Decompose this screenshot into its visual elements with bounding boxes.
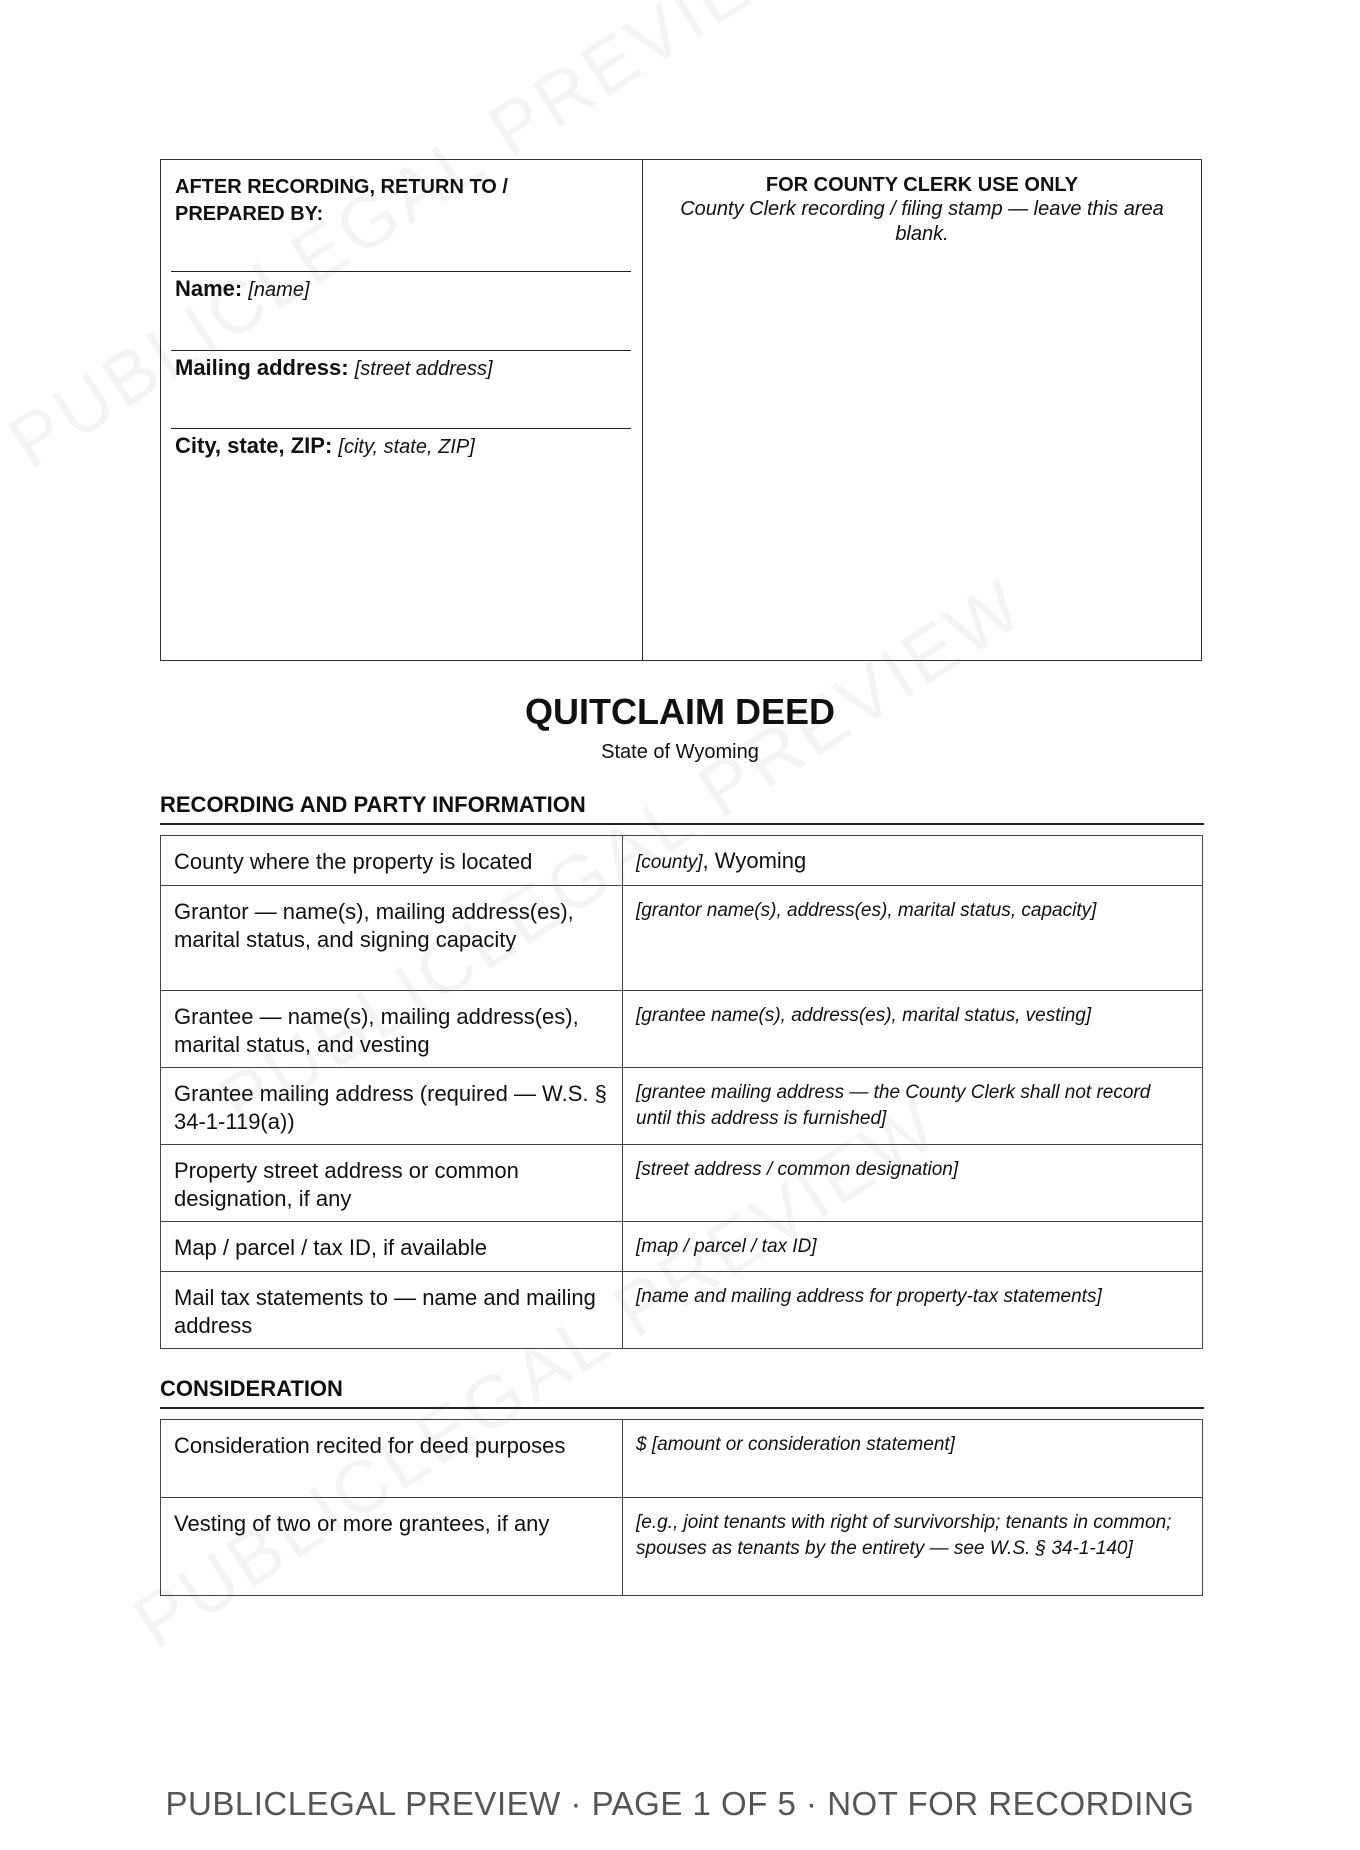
county-clerk-panel — [643, 160, 1201, 660]
row-label: Property street address or common designation, if any — [161, 1145, 623, 1222]
table-row — [161, 1068, 1203, 1145]
row-value: $ [amount or consideration statement] — [623, 1420, 1203, 1498]
return-to-label: AFTER RECORDING, RETURN TO / PREPARED BY: — [175, 176, 508, 225]
row-value: [grantee mailing address — the County Clerk shall not record until this address is furnished] — [623, 1068, 1203, 1145]
table-row — [161, 991, 1203, 1068]
row-value: [name and mailing address for property-tax statements] — [623, 1272, 1203, 1349]
table-row — [161, 1145, 1203, 1222]
recording-header-box — [160, 159, 1202, 661]
mailing-address-value: [street address] — [354, 358, 493, 380]
consideration-table — [160, 1419, 1203, 1596]
divider — [171, 428, 631, 429]
row-value: [grantor name(s), address(es), marital status, capacity] — [623, 886, 1203, 991]
table-row — [161, 1222, 1203, 1272]
city-state-zip-value: [city, state, ZIP] — [338, 436, 475, 458]
divider — [171, 350, 631, 351]
section-heading-consideration: CONSIDERATION — [160, 1376, 1204, 1409]
city-state-zip-field — [175, 433, 475, 459]
mailing-address-field — [175, 355, 493, 381]
table-row — [161, 1272, 1203, 1349]
table-row — [161, 1498, 1203, 1596]
row-label: Consideration recited for deed purposes — [161, 1420, 623, 1498]
city-state-zip-label: City, state, ZIP: — [175, 433, 333, 458]
row-label: Vesting of two or more grantees, if any — [161, 1498, 623, 1596]
row-value: [map / parcel / tax ID] — [623, 1222, 1203, 1272]
section-heading-recording: RECORDING AND PARTY INFORMATION — [160, 792, 1204, 825]
row-value: [street address / common designation] — [623, 1145, 1203, 1222]
page-footer: PUBLICLEGAL PREVIEW · PAGE 1 OF 5 · NOT FOR RECORDING — [165, 1785, 1195, 1822]
row-label: Grantor — name(s), mailing address(es), marital status, and signing capacity — [161, 886, 623, 991]
table-row — [161, 886, 1203, 991]
row-label: Mail tax statements to — name and mailing address — [161, 1272, 623, 1349]
row-value: [e.g., joint tenants with right of survivorship; tenants in common; spouses as tenants by the entirety — see W.S. § 34-1-140] — [623, 1498, 1203, 1596]
recording-info-table — [160, 835, 1203, 1349]
return-to-panel — [161, 160, 643, 660]
name-field — [175, 276, 310, 302]
document-title: QUITCLAIM DEED — [525, 691, 835, 732]
row-label: Map / parcel / tax ID, if available — [161, 1222, 623, 1272]
name-value: [name] — [248, 279, 310, 301]
row-label: Grantee — name(s), mailing address(es), marital status, and vesting — [161, 991, 623, 1068]
county-suffix: , Wyoming — [702, 848, 807, 873]
row-label: Grantee mailing address (required — W.S. § 34-1-119(a)) — [161, 1068, 623, 1145]
county-value: [county] — [636, 852, 703, 873]
mailing-address-label: Mailing address: — [175, 355, 349, 380]
county-clerk-note: County Clerk recording / filing stamp — leave this area blank. — [680, 198, 1164, 245]
table-row — [161, 1420, 1203, 1498]
name-label: Name: — [175, 276, 243, 301]
row-value: [grantee name(s), address(es), marital status, vesting] — [623, 991, 1203, 1068]
divider — [171, 271, 631, 272]
table-row — [161, 836, 1203, 886]
row-value — [623, 836, 1203, 886]
county-clerk-title: FOR COUNTY CLERK USE ONLY — [765, 174, 1079, 196]
row-label: County where the property is located — [161, 836, 623, 886]
document-subtitle: State of Wyoming — [601, 741, 759, 763]
